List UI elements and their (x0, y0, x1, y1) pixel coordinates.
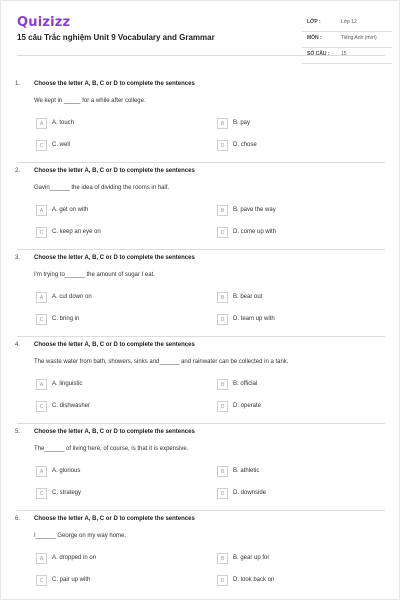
option-letter-box: B (217, 379, 228, 390)
option-text: C. dishwasher (52, 403, 91, 409)
option-text: B. gear up for (233, 555, 270, 561)
option-letter-box: A (36, 292, 47, 303)
option-text: B. official (233, 381, 258, 387)
question-number: 4. (15, 342, 21, 348)
meta-value: Tiếng Anh (mới) (341, 35, 377, 41)
question-sentence: I'm trying to______ the amount of sugar I eat. (34, 272, 155, 278)
question-number: 1. (15, 81, 21, 87)
option-letter-box: A (36, 205, 47, 216)
option-text: B. pay (233, 120, 251, 126)
option-text: B. bear out (233, 294, 263, 300)
option-text: A. cut down on (52, 294, 92, 300)
question-instruction: Choose the letter A, B, C or D to complete the sentences (34, 516, 195, 522)
meta-table (302, 16, 392, 64)
question-instruction: Choose the letter A, B, C or D to complete the sentences (34, 255, 195, 261)
question-sentence: The waste water from bath, showers, sinks and______ and rainwater can be collected in a tank. (34, 359, 289, 365)
page-title: 15 câu Trắc nghiệm Unit 9 Vocabulary and Grammar (17, 33, 215, 42)
option-letter-box: B (217, 292, 228, 303)
meta-row-subject (302, 32, 392, 48)
question-divider (17, 249, 385, 250)
question-number: 3. (15, 255, 21, 261)
meta-label: MÔN : (307, 35, 322, 41)
option-text: B. athletic (233, 468, 260, 474)
option-letter-box: A (36, 553, 47, 564)
quizizz-logo: Quizizz (17, 15, 71, 30)
option-text: A. glorious (52, 468, 81, 474)
option-text: D. look back on (233, 577, 275, 583)
option-letter-box: D (217, 314, 228, 325)
meta-value: Lớp 12 (341, 19, 357, 25)
meta-label: LỚP : (307, 19, 321, 25)
option-letter-box: B (217, 205, 228, 216)
option-letter-box: A (36, 466, 47, 477)
option-text: D. come up with (233, 229, 277, 235)
option-text: C. bring in (52, 316, 80, 322)
option-text: D. team up with (233, 316, 275, 322)
question-5 (1, 429, 400, 515)
option-letter-box: D (217, 401, 228, 412)
option-text: B. pave the way (233, 207, 276, 213)
question-number: 6. (15, 516, 21, 522)
question-number: 2. (15, 168, 21, 174)
option-letter-box: A (36, 379, 47, 390)
meta-label: SỐ CÂU : (307, 51, 330, 57)
meta-row-class (302, 16, 392, 32)
option-letter-box: C (36, 314, 47, 325)
meta-value: 15 (341, 51, 347, 57)
option-text: C. keep an eye on (52, 229, 101, 235)
option-letter-box: B (217, 553, 228, 564)
question-divider (17, 162, 385, 163)
question-4 (1, 342, 400, 428)
option-letter-box: D (217, 140, 228, 151)
option-letter-box: C (36, 227, 47, 238)
option-letter-box: D (217, 575, 228, 586)
option-text: C. strategy (52, 490, 82, 496)
option-letter-box: A (36, 118, 47, 129)
option-letter-box: B (217, 466, 228, 477)
option-letter-box: C (36, 488, 47, 499)
option-text: D. operate (233, 403, 262, 409)
option-text: A. dropped in on (52, 555, 97, 561)
option-letter-box: D (217, 227, 228, 238)
option-text: D. chose (233, 142, 257, 148)
question-sentence: Gavin______ the idea of dividing the rooms in half. (34, 185, 170, 191)
question-sentence: We kept in _____ for a while after college. (34, 98, 146, 104)
option-text: C. pair up with (52, 577, 91, 583)
question-number: 5. (15, 429, 21, 435)
option-text: C. well (52, 142, 71, 148)
question-3 (1, 255, 400, 341)
option-letter-box: B (217, 118, 228, 129)
question-instruction: Choose the letter A, B, C or D to complete the sentences (34, 342, 195, 348)
option-letter-box: D (217, 488, 228, 499)
question-instruction: Choose the letter A, B, C or D to complete the sentences (34, 81, 195, 87)
meta-row-count (302, 48, 392, 64)
question-sentence: The______ of living here, of course, is that it is expensive. (34, 446, 189, 452)
question-divider (17, 423, 385, 424)
question-1 (1, 81, 400, 167)
question-instruction: Choose the letter A, B, C or D to complete the sentences (34, 168, 195, 174)
option-letter-box: C (36, 575, 47, 586)
option-text: A. touch (52, 120, 75, 126)
option-letter-box: C (36, 401, 47, 412)
option-text: A. linguistic (52, 381, 83, 387)
option-text: A. get on with (52, 207, 89, 213)
option-text: D. downside (233, 490, 267, 496)
question-instruction: Choose the letter A, B, C or D to complete the sentences (34, 429, 195, 435)
header-divider (17, 55, 385, 56)
question-2 (1, 168, 400, 254)
question-divider (17, 510, 385, 511)
question-divider (17, 336, 385, 337)
question-sentence: I______ George on my way home. (34, 533, 127, 539)
option-letter-box: C (36, 140, 47, 151)
question-6 (1, 516, 400, 602)
